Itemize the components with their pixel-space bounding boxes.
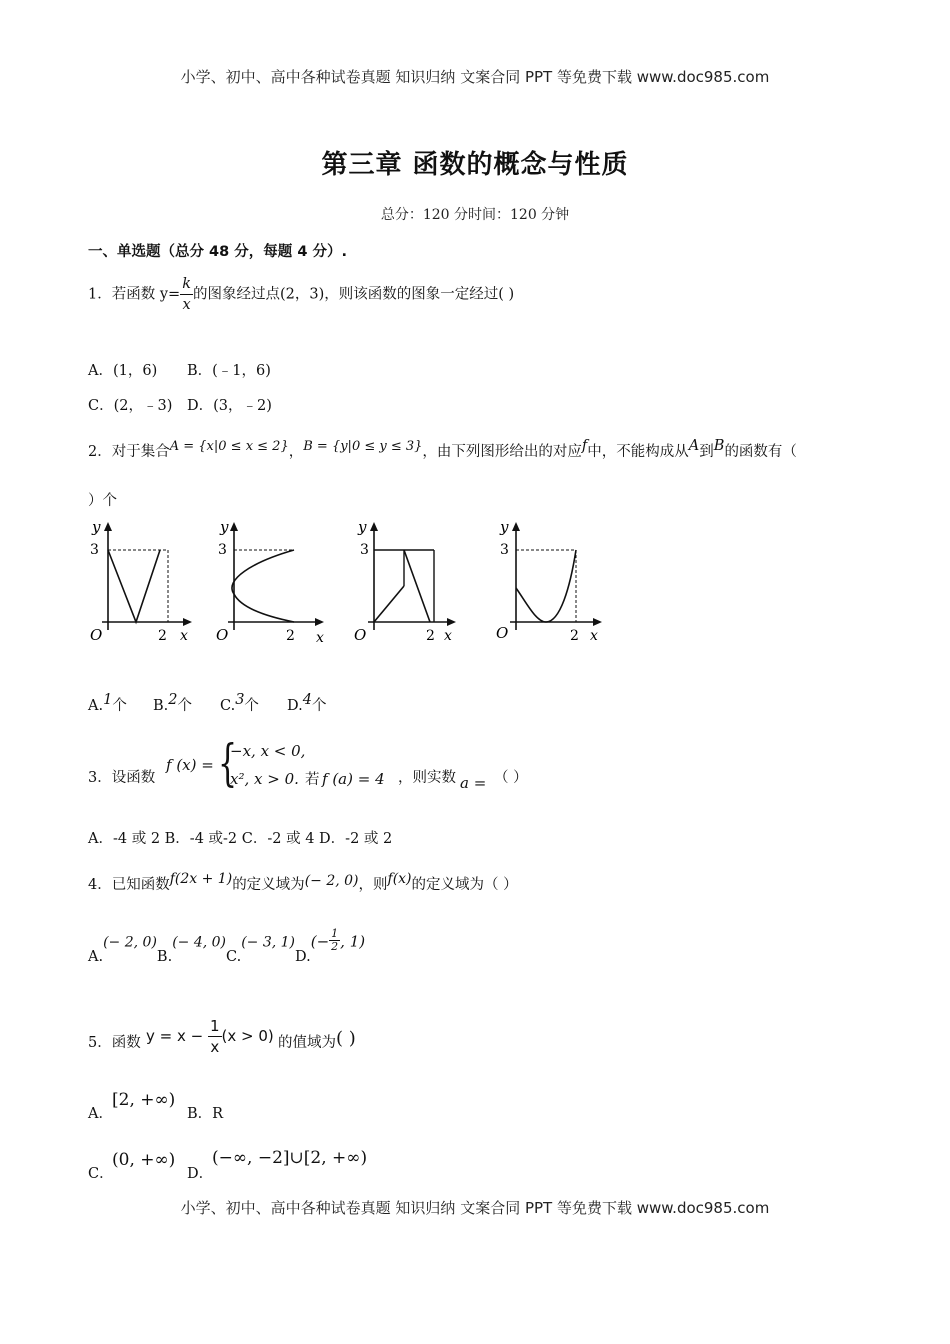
g4-y-label: y (500, 518, 509, 536)
g3-y-arrow (370, 522, 378, 531)
question-1 (88, 274, 514, 315)
q4-domain: (− 2, 0) (304, 873, 359, 889)
q2-mid2: 中，不能构成从 (587, 444, 689, 460)
q3-a: a = (460, 774, 487, 792)
question-4 (88, 873, 518, 894)
q2-to: 到 (699, 444, 714, 460)
q2-opt-c-unit: 个 (244, 698, 259, 714)
q4-opt-c-label: C. (226, 948, 242, 965)
q3-case-2: x², x > 0. (230, 770, 299, 788)
q2-opt-c-label: C. (220, 698, 236, 714)
q2-graph-2 (212, 518, 332, 652)
q4-opt-d-label: D. (295, 948, 311, 965)
g3-seg-2 (404, 550, 430, 622)
q4-opt-b: (− 4, 0) (172, 934, 227, 951)
q4-opt-a: (− 2, 0) (103, 934, 157, 951)
g2-two: 2 (286, 628, 295, 644)
q4-prefix: 4．已知函数 (88, 877, 170, 893)
q4-opt-d-pre: (− (310, 932, 330, 951)
q4-mid: 的定义域为 (232, 877, 305, 893)
g2-x-arrow (315, 618, 324, 626)
q5-option-b: B．R (187, 1106, 224, 1122)
q5-y: y = x − (146, 1027, 204, 1045)
g1-x-label: x (180, 628, 188, 644)
q1-option-c: C．(2，﹣3) (88, 398, 173, 414)
q5-option-a: [2, +∞) (112, 1090, 176, 1110)
q2-opt-b-unit: 个 (177, 698, 192, 714)
q1-option-b: B．(﹣1，6) (187, 363, 271, 379)
g2-origin: O (216, 626, 229, 644)
q2-opt-a-label: A. (88, 698, 104, 714)
g4-x-arrow (593, 618, 602, 626)
q3-then: ，则实数 (398, 770, 456, 786)
exam-info: 总分：120 分时间：120 分钟 (380, 207, 570, 223)
q5-expression (146, 1016, 274, 1057)
g3-x-arrow (447, 618, 456, 626)
g2-curve (232, 550, 294, 622)
g3-two: 2 (426, 628, 435, 644)
q2-line-2: ）个 (88, 493, 117, 509)
q4-fx: f(x) (387, 871, 412, 887)
q4-end: 的定义域为（ ） (411, 877, 518, 893)
g4-three: 3 (500, 542, 509, 558)
g3-seg-1 (374, 586, 404, 622)
q4-opt-d-num: 1 (331, 927, 339, 940)
g1-two: 2 (158, 628, 167, 644)
q2-opt-b-label: B. (153, 698, 169, 714)
q4-opt-d-frac (329, 928, 340, 953)
q5-option-c-label: C． (88, 1166, 114, 1182)
q2-set-a: A = {x|0 ≤ x ≤ 2} (169, 439, 289, 454)
q2-opt-c-num: 3 (235, 692, 245, 708)
q2-comma: ， (288, 444, 304, 460)
q2-opt-a-unit: 个 (112, 698, 127, 714)
q4-mid2: ，则 (358, 877, 388, 893)
q2-mid: ，由下列图形给出的对应 (422, 444, 582, 460)
g1-x-arrow (183, 618, 192, 626)
q4-opt-a-label: A. (88, 948, 104, 965)
g1-curve (108, 550, 160, 622)
g3-three: 3 (360, 542, 369, 558)
q2-b: B (713, 438, 725, 454)
page-title: 第三章 函数的概念与性质 (321, 150, 629, 180)
g2-x-label: x (316, 630, 324, 646)
q2-graph-1 (88, 518, 198, 652)
q2-end: 的函数有（ (724, 444, 797, 460)
q2-set-b: B = {y|0 ≤ y ≤ 3} (303, 439, 423, 454)
g4-curve (516, 550, 576, 622)
g2-y-arrow (230, 522, 238, 531)
q1-frac-num: k (180, 274, 193, 295)
q4-options (88, 927, 366, 965)
q3-options: A．-4 或 2 B．-4 或-2 C．-2 或 4 D．-2 或 2 (88, 831, 393, 847)
q2-a: A (688, 438, 700, 454)
q3-paren: （ ） (494, 770, 528, 786)
g2-three: 3 (218, 542, 227, 558)
q5-prefix: 5．函数 (88, 1035, 141, 1051)
q2-graph-3 (352, 518, 472, 652)
g3-x-label: x (444, 628, 452, 644)
q3-brace: { (218, 734, 238, 792)
q2-option-d (287, 694, 326, 715)
q5-fraction (208, 1016, 222, 1057)
q5-option-d: (−∞, −2]∪[2, +∞) (212, 1148, 368, 1168)
q3-fx: f (x) = (166, 756, 214, 774)
q1-suffix: 的图象经过点(2，3)，则该函数的图象一定经过( ) (192, 286, 515, 303)
g3-y-label: y (358, 518, 367, 536)
g1-origin: O (90, 626, 103, 644)
g2-y-label: y (220, 518, 229, 536)
q2-opt-d-unit: 个 (311, 698, 327, 714)
q5-cond: (x > 0) (221, 1027, 274, 1045)
q2-f: f (581, 438, 588, 454)
q1-fraction (180, 274, 193, 315)
q4-opt-d-den: 2 (331, 940, 339, 953)
question-2 (88, 440, 797, 461)
q3-fa: f (a) = 4 (322, 770, 385, 788)
q5-end (278, 1028, 356, 1052)
q5-option-c: (0, +∞) (112, 1150, 176, 1170)
q2-option-b (153, 694, 192, 715)
page-header: 小学、初中、高中各种试卷真题 知识归纳 文案合同 PPT 等免费下载 www.doc985.com (180, 68, 770, 86)
q3-case-1: −x, x < 0, (230, 742, 306, 760)
q2-graph-4 (494, 518, 614, 652)
g1-three: 3 (90, 542, 99, 558)
q2-option-a (88, 694, 127, 715)
q1-option-a: A．(1，6) (88, 363, 158, 379)
g4-two: 2 (570, 628, 579, 644)
q4-f2x: f(2x + 1) (169, 871, 233, 887)
q4-opt-d-post: , 1) (340, 932, 366, 951)
q2-prefix: 2．对于集合 (88, 444, 170, 460)
q1-frac-den: x (182, 297, 191, 313)
q3-ruo: 若 (305, 772, 320, 788)
g4-x-label: x (590, 628, 598, 644)
q5-option-d-label: D． (187, 1166, 214, 1182)
page-footer: 小学、初中、高中各种试卷真题 知识归纳 文案合同 PPT 等免费下载 www.doc985.com (180, 1199, 770, 1217)
q3-prefix: 3．设函数 (88, 770, 156, 786)
q5-option-a-label: A． (88, 1106, 113, 1122)
q1-prefix: 1．若函数 y= (88, 286, 181, 303)
q5-paren: ( ) (336, 1028, 356, 1049)
q1-option-d: D．(3，﹣2) (187, 398, 272, 414)
q4-opt-b-label: B. (156, 948, 173, 965)
q4-opt-c: (− 3, 1) (241, 934, 296, 951)
q2-opt-d-label: D. (287, 698, 303, 714)
q2-opt-b-num: 2 (168, 692, 178, 708)
q2-opt-a-num: 1 (103, 692, 113, 708)
q2-opt-d-num: 4 (302, 692, 312, 708)
g4-origin: O (496, 624, 509, 642)
g1-y-label: y (92, 518, 101, 536)
g1-y-arrow (104, 522, 112, 531)
section-heading: 一、单选题（总分 48 分，每题 4 分）. (88, 244, 347, 260)
q5-frac-num: 1 (209, 1017, 220, 1035)
g3-origin: O (354, 626, 367, 644)
q2-option-c (220, 694, 259, 715)
g4-y-arrow (512, 522, 520, 531)
q5-frac-den: x (210, 1038, 220, 1056)
q5-end-text: 的值域为 (278, 1035, 336, 1051)
